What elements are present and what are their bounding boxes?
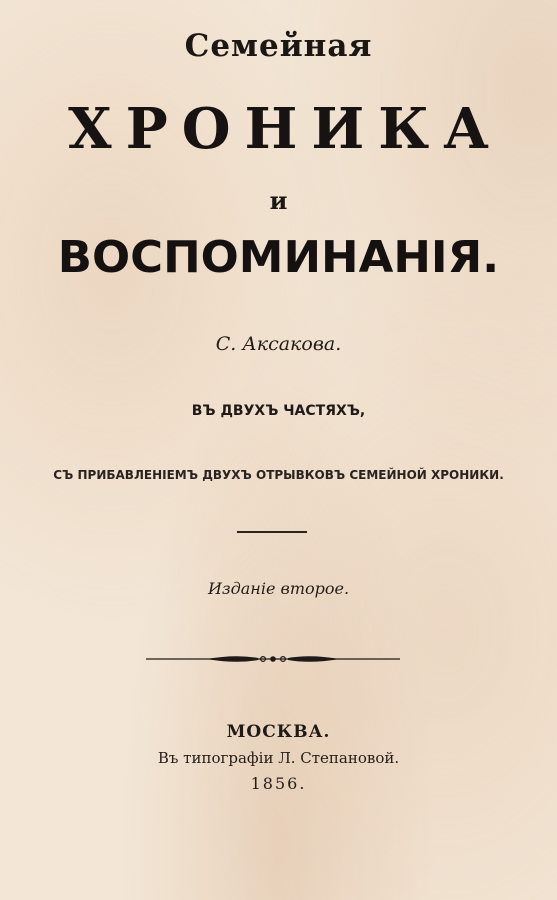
addition-line: СЪ ПРИБАВЛЕНIЕМЪ ДВУХЪ ОТРЫВКОВЪ СЕМЕЙНОЙ ХРОНИКИ. xyxy=(53,468,504,482)
parts-line: ВЪ ДВУХЪ ЧАСТЯХЪ, xyxy=(191,403,366,419)
edition-line: Изданiе второе. xyxy=(207,579,350,598)
year-line: 1856. xyxy=(250,774,307,793)
press-line: Въ типографiи Л. Степановой. xyxy=(157,749,400,767)
title-line-1: Семейная xyxy=(184,28,373,64)
short-divider-rule xyxy=(237,531,307,533)
title-line-3: ВОСПОМИНАНIЯ. xyxy=(57,232,500,283)
ornamental-divider-icon xyxy=(146,652,400,666)
city-line: МОСКВА. xyxy=(226,722,331,742)
title-line-2: ХРОНИКА xyxy=(68,96,503,162)
author-line: С. Аксакова. xyxy=(215,333,342,355)
title-conjunction: и xyxy=(269,186,288,215)
